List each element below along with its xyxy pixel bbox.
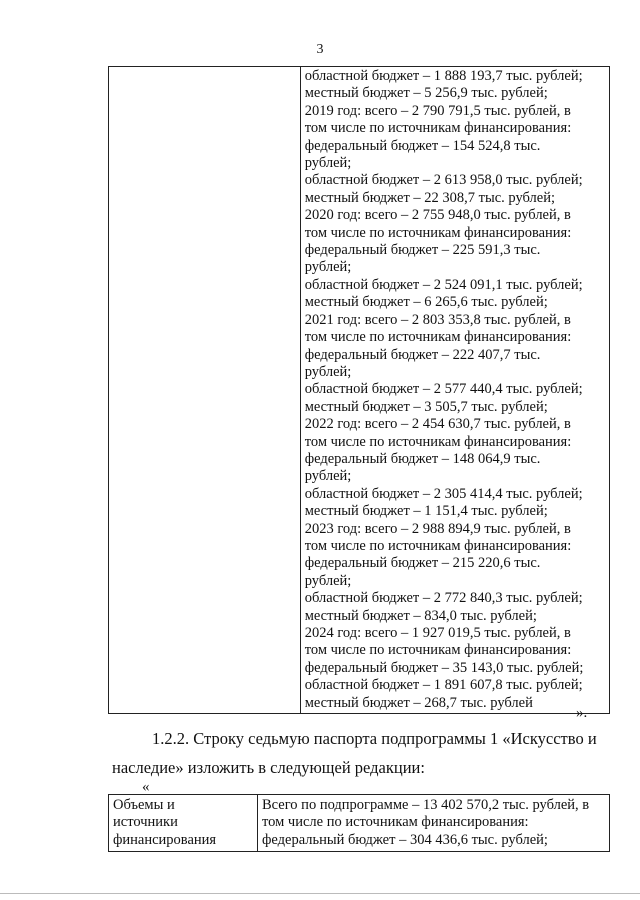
table1-text-line: том числе по источникам финансирования: (304, 433, 572, 450)
table1-text-line: местный бюджет – 22 308,7 тыс. рублей; (304, 189, 556, 206)
table2-value-cell (258, 795, 610, 852)
table2-label-cell (109, 795, 258, 852)
table1-text-line: том числе по источникам финансирования: (304, 120, 572, 137)
table1-text-line: местный бюджет – 1 151,4 тыс. рублей; (304, 503, 548, 520)
paragraph-line-1: 1.2.2. Строку седьмую паспорта подпрограммы 1 «Искусство и (152, 729, 597, 748)
table1-right-cell (300, 67, 609, 714)
table1-text-line: том числе по источникам финансирования: (304, 329, 572, 346)
table1-text-line: федеральный бюджет – 154 524,8 тыс. (304, 137, 541, 154)
table1-text-line: рублей; (304, 259, 352, 276)
page-number: 3 (316, 42, 324, 57)
table1-text-line: рублей; (304, 572, 352, 589)
table1-text-line: областной бюджет – 2 305 414,4 тыс. рублей; (304, 485, 583, 502)
table1-text-line: рублей; (304, 155, 352, 172)
table1-text-line: областной бюджет – 2 772 840,3 тыс. рублей; (304, 590, 583, 607)
table1-text-line: том числе по источникам финансирования: (304, 537, 572, 554)
table1-text-line: областной бюджет – 2 613 958,0 тыс. рублей; (304, 172, 583, 189)
table1-text-line: 2022 год: всего – 2 454 630,7 тыс. рублей, в (304, 416, 571, 433)
page-bottom-rule (0, 893, 640, 894)
table2-label-line: Объемы и (113, 797, 175, 813)
table1-text-line: том числе по источникам финансирования: (304, 642, 572, 659)
table1-text-line: рублей; (304, 363, 352, 380)
table1-text-line: областной бюджет – 2 524 091,1 тыс. рублей; (304, 276, 583, 293)
table1-text-line: 2020 год: всего – 2 755 948,0 тыс. рублей, в (304, 207, 571, 224)
table1-text-line: 2024 год: всего – 1 927 019,5 тыс. рублей, в (304, 625, 571, 641)
table1-text-line: федеральный бюджет – 215 220,6 тыс. (304, 555, 541, 572)
closing-quote: ». (576, 705, 588, 721)
table1-text-line: местный бюджет – 834,0 тыс. рублей; (304, 607, 537, 624)
table1-text-line: областной бюджет – 2 577 440,4 тыс. рублей; (304, 381, 583, 398)
table2-value-line: том числе по источникам финансирования: (262, 814, 529, 831)
table1-text-line: 2021 год: всего – 2 803 353,8 тыс. рублей, в (304, 311, 571, 328)
table1-text-line: федеральный бюджет – 225 591,3 тыс. (304, 242, 541, 259)
table1-text-line: том числе по источникам финансирования: (304, 224, 572, 241)
opening-quote: « (142, 779, 150, 795)
table1-text-line: местный бюджет – 5 256,9 тыс. рублей; (304, 85, 548, 102)
table1-text-line: местный бюджет – 268,7 тыс. рублей (304, 694, 533, 711)
table1-text-line: областной бюджет – 1 891 607,8 тыс. рублей; (304, 677, 583, 694)
table1-text-line: 2019 год: всего – 2 790 791,5 тыс. рублей, в (304, 102, 571, 119)
table2-label-line: финансирования (113, 831, 217, 848)
table1-text-line: федеральный бюджет – 222 407,7 тыс. (304, 346, 541, 363)
table2-value-line: Всего по подпрограмме – 13 402 570,2 тыс. рублей, в (262, 797, 590, 813)
table2-label-line: источники (113, 814, 178, 831)
table1-text-line: 2023 год: всего – 2 988 894,9 тыс. рублей, в (304, 520, 571, 537)
table1-text-line: рублей; (304, 468, 352, 485)
table1-left-cell (109, 67, 301, 714)
table1-text-line: местный бюджет – 6 265,6 тыс. рублей; (304, 294, 548, 311)
financing-table-continued (108, 66, 610, 714)
table2-value-line: федеральный бюджет – 304 436,6 тыс. рублей; (262, 831, 548, 848)
table1-text-line: федеральный бюджет – 148 064,9 тыс. (304, 450, 541, 467)
paragraph-line-2: наследие» изложить в следующей редакции: (112, 758, 425, 777)
table1-text-line: областной бюджет – 1 888 193,7 тыс. рублей; (304, 68, 583, 84)
table1-text-line: федеральный бюджет – 35 143,0 тыс. рублей; (304, 659, 584, 676)
financing-table-new (108, 794, 610, 852)
table1-text-line: местный бюджет – 3 505,7 тыс. рублей; (304, 398, 548, 415)
